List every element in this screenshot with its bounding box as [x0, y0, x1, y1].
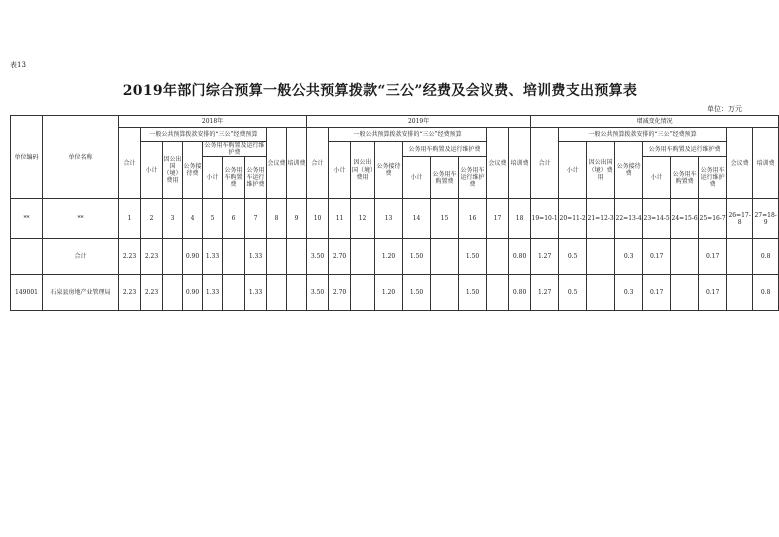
total-row: [11, 239, 779, 275]
index-cell: 4: [183, 199, 203, 239]
hchg-subtotal: 小计: [559, 142, 587, 199]
group-2018: 2018年: [119, 116, 307, 128]
index-cell: 1: [119, 199, 141, 239]
unit-cell: 2.23: [141, 275, 163, 311]
page-tag: 表13: [10, 61, 26, 69]
header-row-1: [11, 116, 779, 128]
total-cell: 1.50: [403, 239, 431, 275]
header-row-2: [11, 128, 779, 142]
budget-table: [10, 115, 779, 311]
index-cell: 27=18-9: [753, 199, 779, 239]
unit-cell: 0.5: [559, 275, 587, 311]
unit-cell: [431, 275, 459, 311]
index-cell: 25=16-7: [699, 199, 727, 239]
unit-cell: 1.27: [531, 275, 559, 311]
index-cell: 6: [223, 199, 245, 239]
total-cell: 2.23: [141, 239, 163, 275]
h2019-meeting: 会议费: [487, 128, 509, 199]
hchg-v-subtotal: 小计: [643, 157, 671, 199]
unit-cell: 0.17: [643, 275, 671, 311]
unit-code: 149001: [11, 275, 43, 311]
h2018-subtotal: 小计: [141, 142, 163, 199]
index-cell: 22=13-4: [615, 199, 643, 239]
total-cell: 1.20: [375, 239, 403, 275]
total-cell: [671, 239, 699, 275]
total-cell: [267, 239, 287, 275]
h2019-v-subtotal: 小计: [403, 157, 431, 199]
index-cell: 5: [203, 199, 223, 239]
page-title: 2019年部门综合预算一般公共预算拨款“三公”经费及会议费、培训费支出预算表: [122, 83, 638, 99]
unit-cell: [267, 275, 287, 311]
total-cell: 0.5: [559, 239, 587, 275]
unit-cell: 0.8: [753, 275, 779, 311]
h2018-operate: 公务用车运行维护费: [245, 157, 267, 199]
h2018-reception: 公务接待费: [183, 142, 203, 199]
hchg-purchase: 公务用车购置费: [671, 157, 699, 199]
h2018-vehicle: 公务用车购置及运行维护费: [204, 142, 265, 157]
unit-cell: 1.33: [245, 275, 267, 311]
index-cell: 15: [431, 199, 459, 239]
index-cell: 16: [459, 199, 487, 239]
unit-cell: 0.3: [615, 275, 643, 311]
index-cell: 17: [487, 199, 509, 239]
h2019-operate: 公务用车运行维护费: [459, 157, 487, 199]
index-cell: 9: [287, 199, 307, 239]
total-cell: [727, 239, 753, 275]
total-cell: 0.17: [699, 239, 727, 275]
h2019-general: 一般公共预算拨款安排的“三公”经费预算: [329, 128, 487, 142]
hchg-vehicle: 公务用车购置及运行维护费: [643, 142, 727, 157]
unit-cell: 1.50: [459, 275, 487, 311]
unit-cell: [727, 275, 753, 311]
index-cell: 8: [267, 199, 287, 239]
hchg-meeting: 会议费: [727, 128, 753, 199]
total-cell: 1.33: [203, 239, 223, 275]
hchg-training: 培训费: [753, 128, 779, 199]
h2019-training: 培训费: [509, 128, 531, 199]
hchg-general: 一般公共预算拨款安排的“三公”经费预算: [559, 128, 727, 142]
total-cell: 1.50: [459, 239, 487, 275]
h2019-abroad: 因公出国（境）费用: [351, 142, 375, 199]
total-cell: 0.3: [615, 239, 643, 275]
h2018-purchase: 公务用车购置费: [223, 157, 245, 199]
unit-label: 单位：万元: [707, 105, 742, 113]
total-code: [11, 239, 43, 275]
index-name: **: [43, 199, 119, 239]
unit-cell: 0.80: [509, 275, 531, 311]
total-cell: 0.8: [753, 239, 779, 275]
h2019-subtotal: 小计: [329, 142, 351, 199]
unit-cell: [351, 275, 375, 311]
index-cell: 14: [403, 199, 431, 239]
unit-cell: [163, 275, 183, 311]
total-cell: [351, 239, 375, 275]
h2019-vehicle: 公务用车购置及运行维护费: [403, 142, 487, 157]
total-cell: 1.33: [245, 239, 267, 275]
h2018-training: 培训费: [287, 128, 307, 199]
index-cell: 24=15-6: [671, 199, 699, 239]
unit-cell: [671, 275, 699, 311]
index-cell: 23=14-5: [643, 199, 671, 239]
unit-name: 石泉县房地产业管理局: [43, 275, 119, 311]
col-unit-code: 单位编码: [11, 116, 43, 199]
group-2019: 2019年: [307, 116, 531, 128]
total-cell: [487, 239, 509, 275]
total-cell: 0.90: [183, 239, 203, 275]
total-cell: 1.27: [531, 239, 559, 275]
index-cell: 12: [351, 199, 375, 239]
index-cell: 19=10-1: [531, 199, 559, 239]
h2018-general: 一般公共预算拨款安排的“三公”经费预算: [141, 128, 267, 142]
total-cell: [287, 239, 307, 275]
total-cell: 2.70: [329, 239, 351, 275]
index-cell: 3: [163, 199, 183, 239]
h2019-purchase: 公务用车购置费: [431, 157, 459, 199]
h2019-total: 合计: [307, 128, 329, 199]
unit-cell: [223, 275, 245, 311]
index-cell: 21=12-3: [587, 199, 615, 239]
h2018-v-subtotal: 小计: [203, 157, 223, 199]
unit-cell: [587, 275, 615, 311]
unit-cell: [287, 275, 307, 311]
h2018-abroad: 因公出国（境）费用: [163, 142, 183, 199]
total-name: 合计: [43, 239, 119, 275]
unit-cell: 0.90: [183, 275, 203, 311]
unit-cell: 3.50: [307, 275, 329, 311]
total-cell: 2.23: [119, 239, 141, 275]
total-cell: [431, 239, 459, 275]
index-cell: 7: [245, 199, 267, 239]
unit-cell: 2.23: [119, 275, 141, 311]
hchg-abroad: 因公出国（境）费用: [587, 142, 615, 199]
total-cell: [223, 239, 245, 275]
index-cell: 13: [375, 199, 403, 239]
group-change: 增减变化情况: [531, 116, 779, 128]
index-row: [11, 199, 779, 239]
hchg-total: 合计: [531, 128, 559, 199]
total-cell: [163, 239, 183, 275]
h2019-reception: 公务接待费: [375, 142, 403, 199]
unit-row: [11, 275, 779, 311]
unit-cell: 1.33: [203, 275, 223, 311]
unit-cell: 1.20: [375, 275, 403, 311]
total-cell: 0.80: [509, 239, 531, 275]
total-cell: 3.50: [307, 239, 329, 275]
index-code: **: [11, 199, 43, 239]
index-cell: 26=17-8: [727, 199, 753, 239]
h2018-total: 合计: [119, 128, 141, 199]
hchg-operate: 公务用车运行维护费: [699, 157, 727, 199]
index-cell: 2: [141, 199, 163, 239]
total-cell: 0.17: [643, 239, 671, 275]
unit-cell: 2.70: [329, 275, 351, 311]
index-cell: 10: [307, 199, 329, 239]
index-cell: 11: [329, 199, 351, 239]
unit-cell: 0.17: [699, 275, 727, 311]
index-cell: 18: [509, 199, 531, 239]
hchg-reception: 公务接待费: [615, 142, 643, 199]
h2018-meeting: 会议费: [267, 128, 287, 199]
unit-cell: 1.50: [403, 275, 431, 311]
unit-cell: [487, 275, 509, 311]
index-cell: 20=11-2: [559, 199, 587, 239]
total-cell: [587, 239, 615, 275]
col-unit-name: 单位名称: [43, 116, 119, 199]
